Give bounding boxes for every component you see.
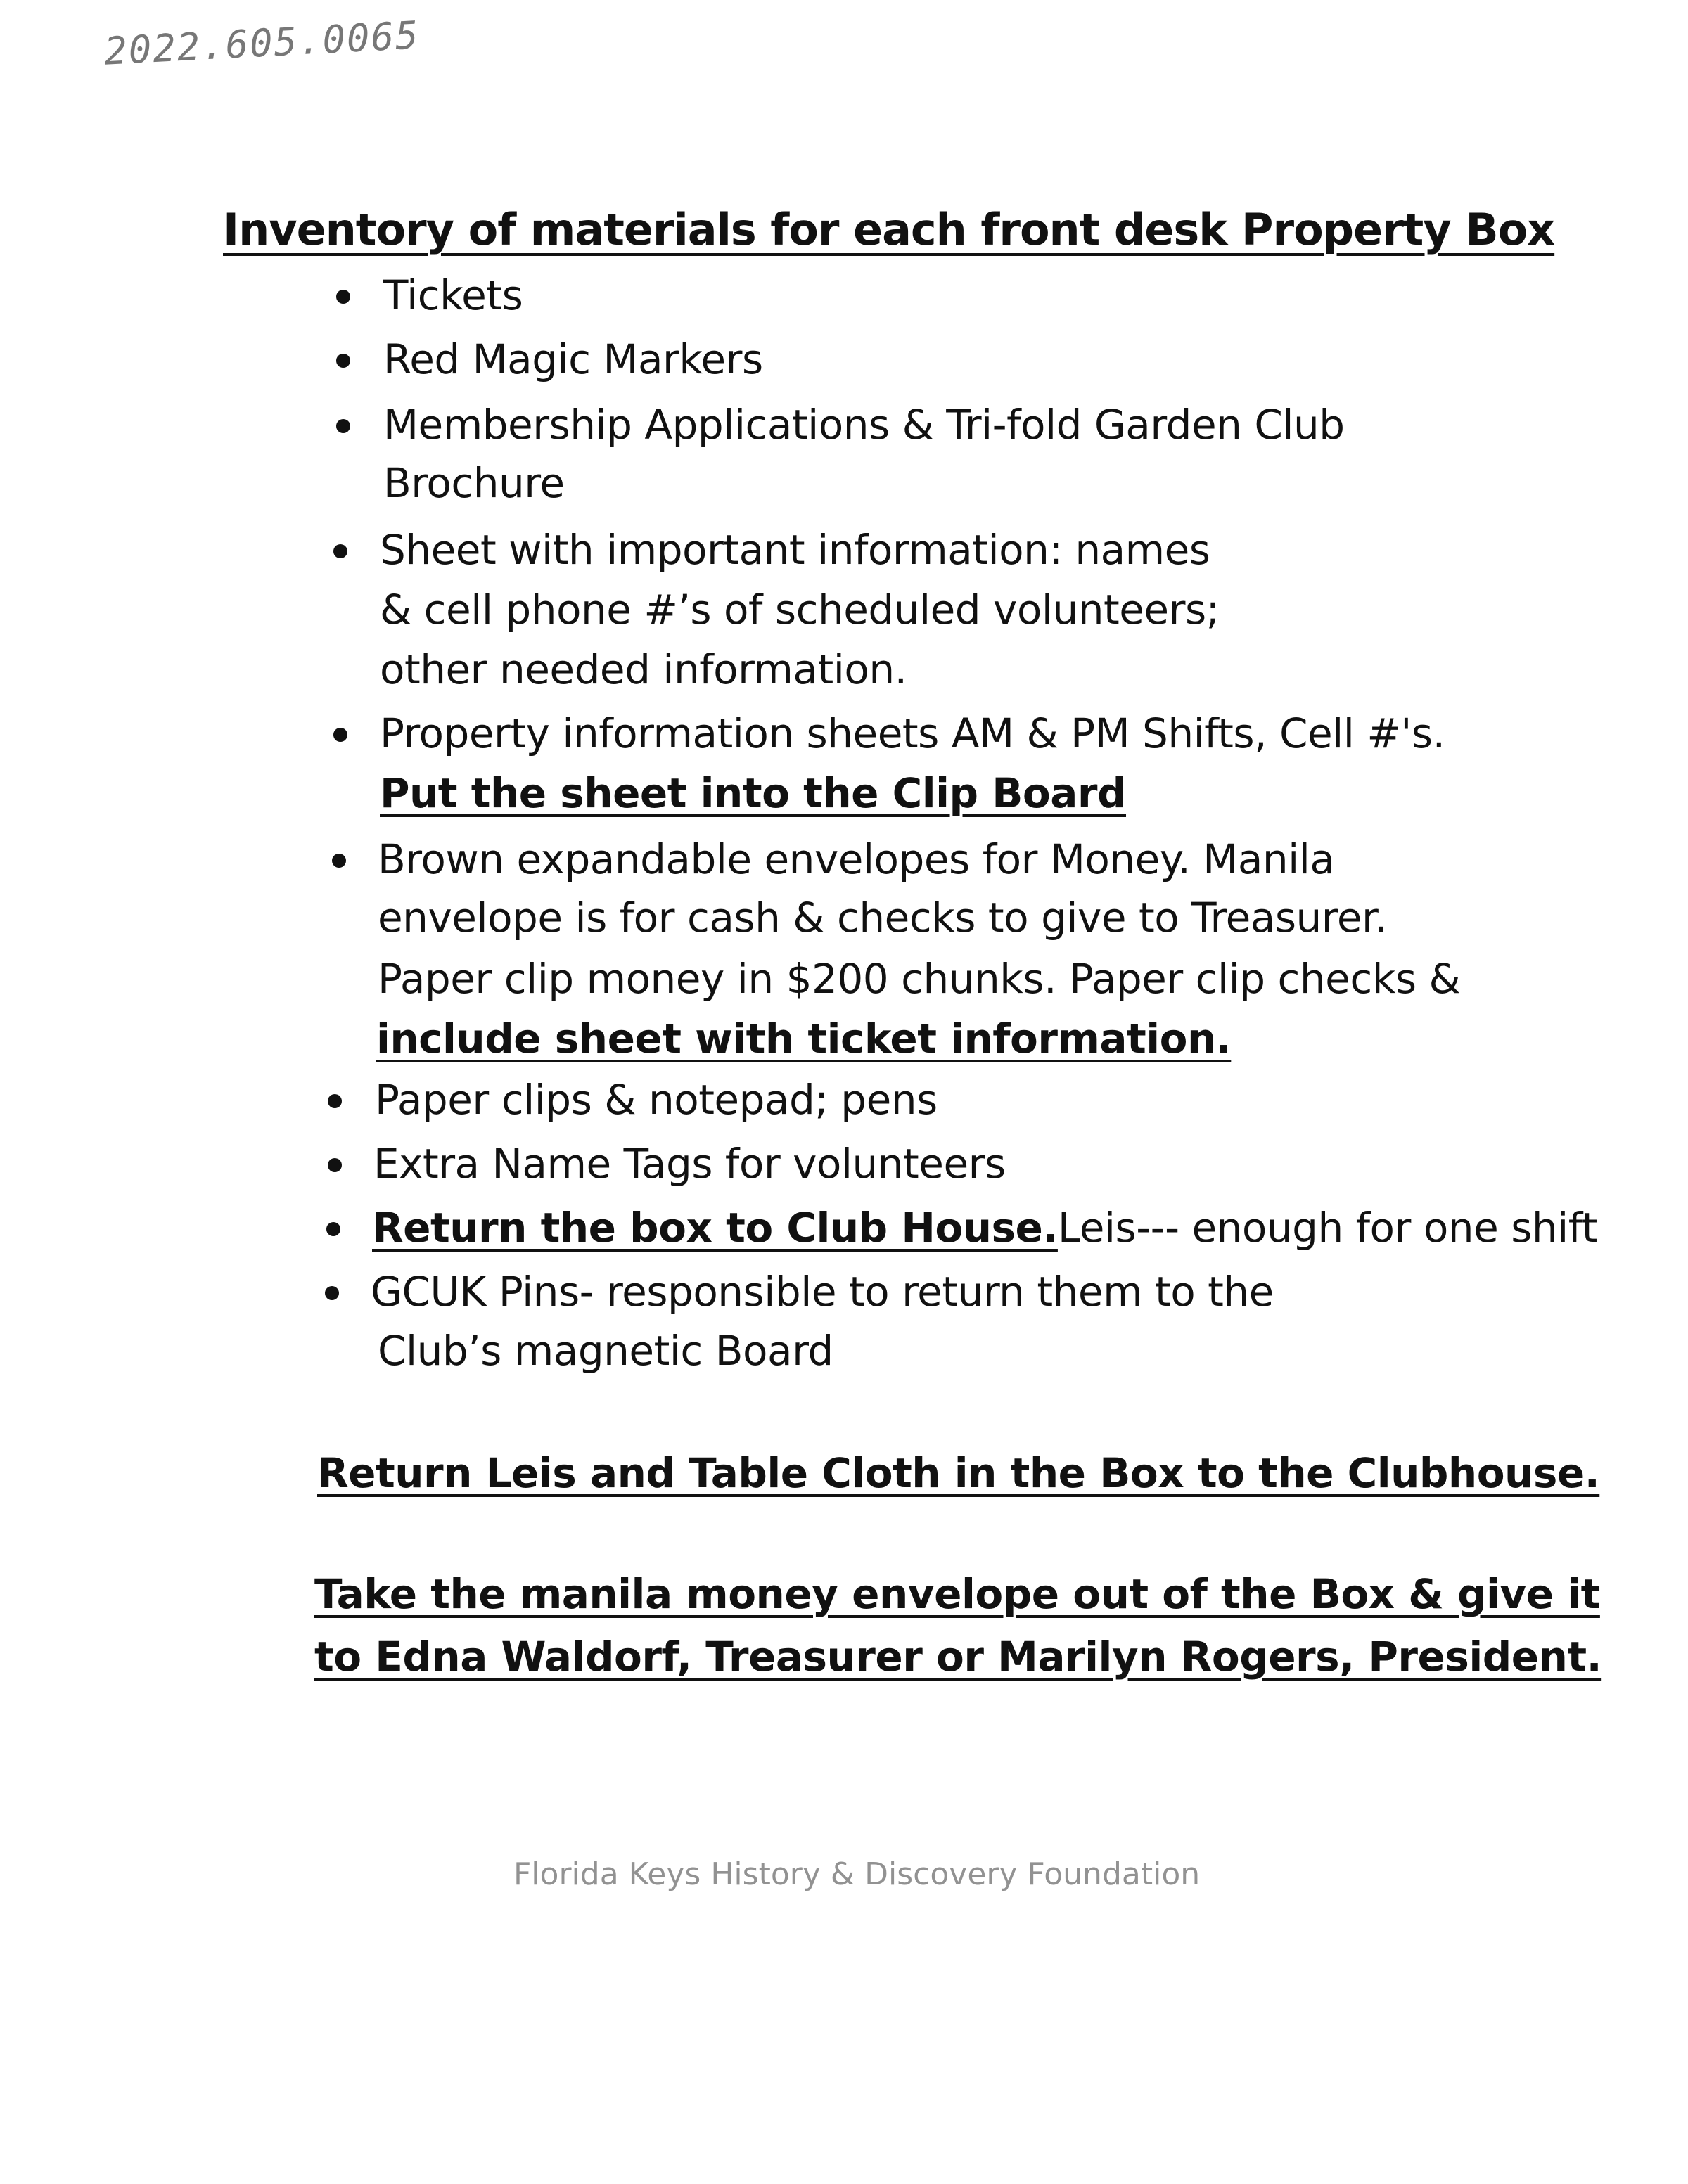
item-property-emphasis: Put the sheet into the Clip Board — [380, 769, 1127, 817]
bullet-icon — [328, 1158, 342, 1172]
document-title: Inventory of materials for each front desk Property Box — [223, 204, 1555, 255]
item-return-box — [372, 1200, 1597, 1256]
item-sheet: Sheet with important information: names — [380, 526, 1210, 574]
item-pins: GCUK Pins- responsible to return them to the — [371, 1268, 1274, 1316]
bullet-icon — [325, 1286, 339, 1300]
handwritten-accession-number: 2022.605.0065 — [103, 13, 421, 74]
item-return-box-emphasis: Return the box to Club House. — [372, 1204, 1058, 1252]
bullet-icon — [333, 728, 347, 742]
item-envelopes: Brown expandable envelopes for Money. Manila — [378, 835, 1335, 883]
bullet-icon — [333, 544, 347, 558]
item-envelopes-cont2: Paper clip money in $200 chunks. Paper clip checks & — [378, 955, 1461, 1003]
bullet-icon — [328, 1094, 342, 1108]
item-tickets: Tickets — [383, 271, 523, 319]
bullet-icon — [336, 354, 350, 368]
bullet-icon — [336, 419, 350, 433]
item-membership-cont: Brochure — [383, 459, 565, 507]
item-name-tags: Extra Name Tags for volunteers — [373, 1140, 1006, 1188]
item-envelopes-cont: envelope is for cash & checks to give to Treasurer. — [378, 894, 1388, 942]
item-pins-cont: Club’s magnetic Board — [378, 1327, 833, 1375]
item-envelopes-emphasis: include sheet with ticket information. — [376, 1015, 1232, 1062]
item-property: Property information sheets AM & PM Shifts, Cell #'s. — [380, 709, 1445, 757]
bullet-icon — [326, 1222, 340, 1236]
bullet-icon — [336, 290, 350, 304]
item-paper-clips: Paper clips & notepad; pens — [375, 1076, 938, 1124]
watermark: Florida Keys History & Discovery Foundation — [513, 1856, 1201, 1892]
item-markers: Red Magic Markers — [383, 335, 763, 383]
item-membership: Membership Applications & Tri-fold Garden Club — [383, 401, 1345, 449]
item-sheet-cont: & cell phone #’s of scheduled volunteers; — [380, 586, 1220, 634]
note-manila-envelope: Take the manila money envelope out of the Box & give it — [314, 1570, 1600, 1618]
note-return-leis: Return Leis and Table Cloth in the Box to the Clubhouse. — [317, 1449, 1600, 1497]
item-leis: Leis--- enough for one shift — [1057, 1204, 1597, 1252]
note-treasurer: to Edna Waldorf, Treasurer or Marilyn Rogers, President. — [314, 1633, 1602, 1681]
bullet-icon — [332, 854, 346, 868]
item-sheet-cont2: other needed information. — [380, 645, 907, 693]
